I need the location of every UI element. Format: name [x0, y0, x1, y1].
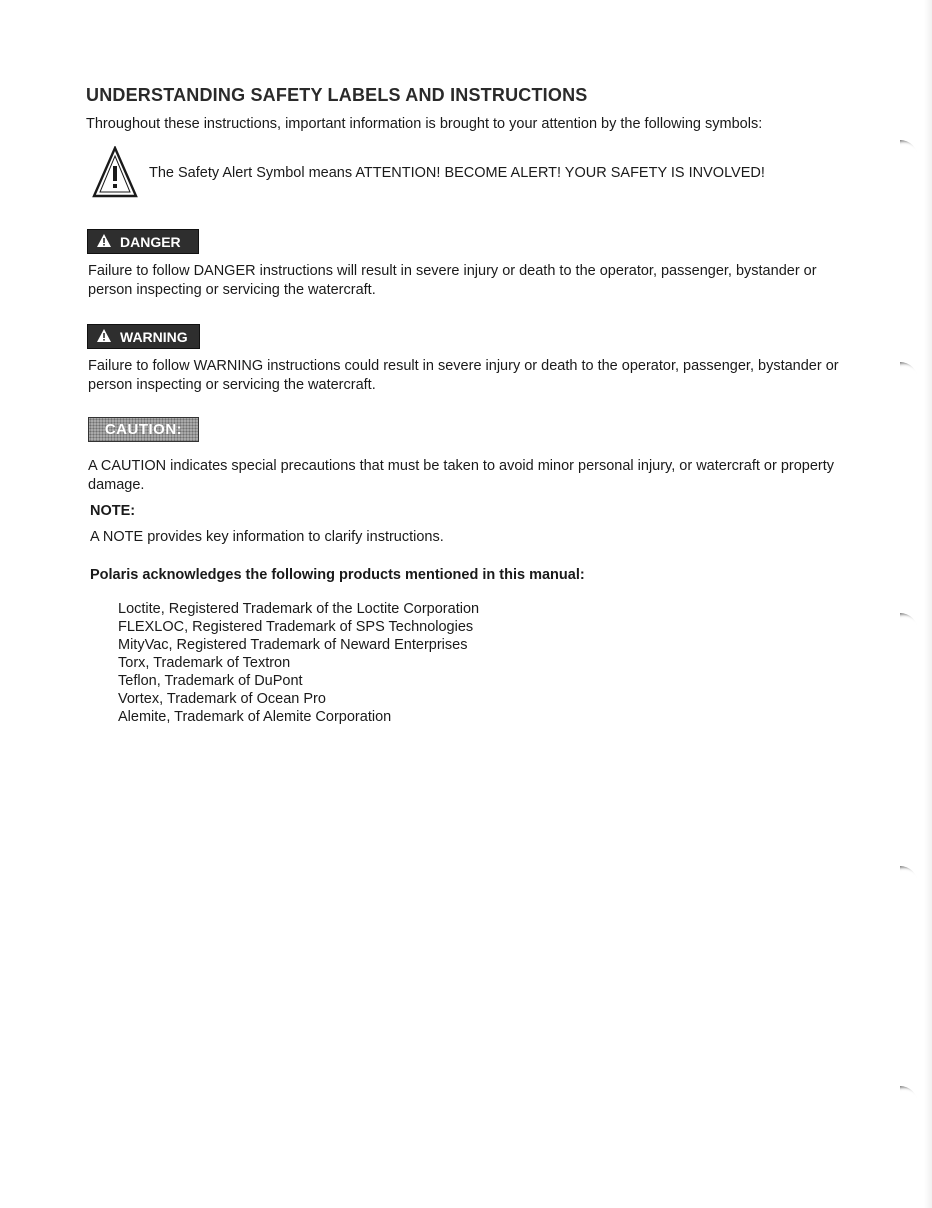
list-item: MityVac, Registered Trademark of Neward Enterprises — [118, 637, 468, 653]
warning-triangle-icon — [97, 329, 111, 345]
list-item: FLEXLOC, Registered Trademark of SPS Technologies — [118, 619, 474, 635]
warning-label — [87, 324, 200, 349]
caution-label: CAUTION: — [88, 417, 199, 442]
binder-punch-hole — [878, 358, 924, 402]
danger-label — [87, 229, 199, 254]
binder-punch-hole — [878, 136, 924, 180]
binder-punch-hole — [878, 1082, 924, 1126]
warning-description: Failure to follow WARNING instructions could result in severe injury or death to the operator, passenger, bystander or person inspecting or servicing the watercraft. — [88, 358, 839, 393]
binder-punch-hole — [878, 862, 924, 906]
danger-description: Failure to follow DANGER instructions will result in severe injury or death to the operator, passenger, bystander or person inspecting or servicing the watercraft. — [88, 263, 817, 298]
warning-label-text: WARNING — [120, 328, 188, 345]
note-description: A NOTE provides key information to clarify instructions. — [90, 529, 444, 545]
list-item: Vortex, Trademark of Ocean Pro — [118, 691, 326, 707]
safety-alert-text: The Safety Alert Symbol means ATTENTION! BECOME ALERT! YOUR SAFETY IS INVOLVED! — [149, 165, 765, 181]
list-item: Alemite, Trademark of Alemite Corporation — [118, 709, 392, 725]
warning-triangle-icon — [92, 146, 138, 198]
list-item: Loctite, Registered Trademark of the Loctite Corporation — [118, 601, 480, 617]
acknowledgement-heading: Polaris acknowledges the following products mentioned in this manual: — [90, 567, 585, 583]
list-item: Torx, Trademark of Textron — [118, 655, 291, 671]
caution-description: A CAUTION indicates special precautions that must be taken to avoid minor personal injury, or watercraft or property damage. — [88, 458, 835, 493]
note-heading: NOTE: — [90, 503, 136, 519]
intro-text: Throughout these instructions, important information is brought to your attention by the following symbols: — [86, 116, 763, 132]
page-title: UNDERSTANDING SAFETY LABELS AND INSTRUCTIONS — [86, 85, 588, 105]
list-item: Teflon, Trademark of DuPont — [118, 673, 303, 689]
warning-triangle-icon — [97, 234, 111, 250]
danger-label-text: DANGER — [120, 233, 181, 250]
safety-alert-row — [92, 146, 852, 200]
trademark-list — [118, 600, 479, 726]
page-edge-shadow — [924, 0, 932, 1208]
binder-punch-hole — [878, 609, 924, 653]
